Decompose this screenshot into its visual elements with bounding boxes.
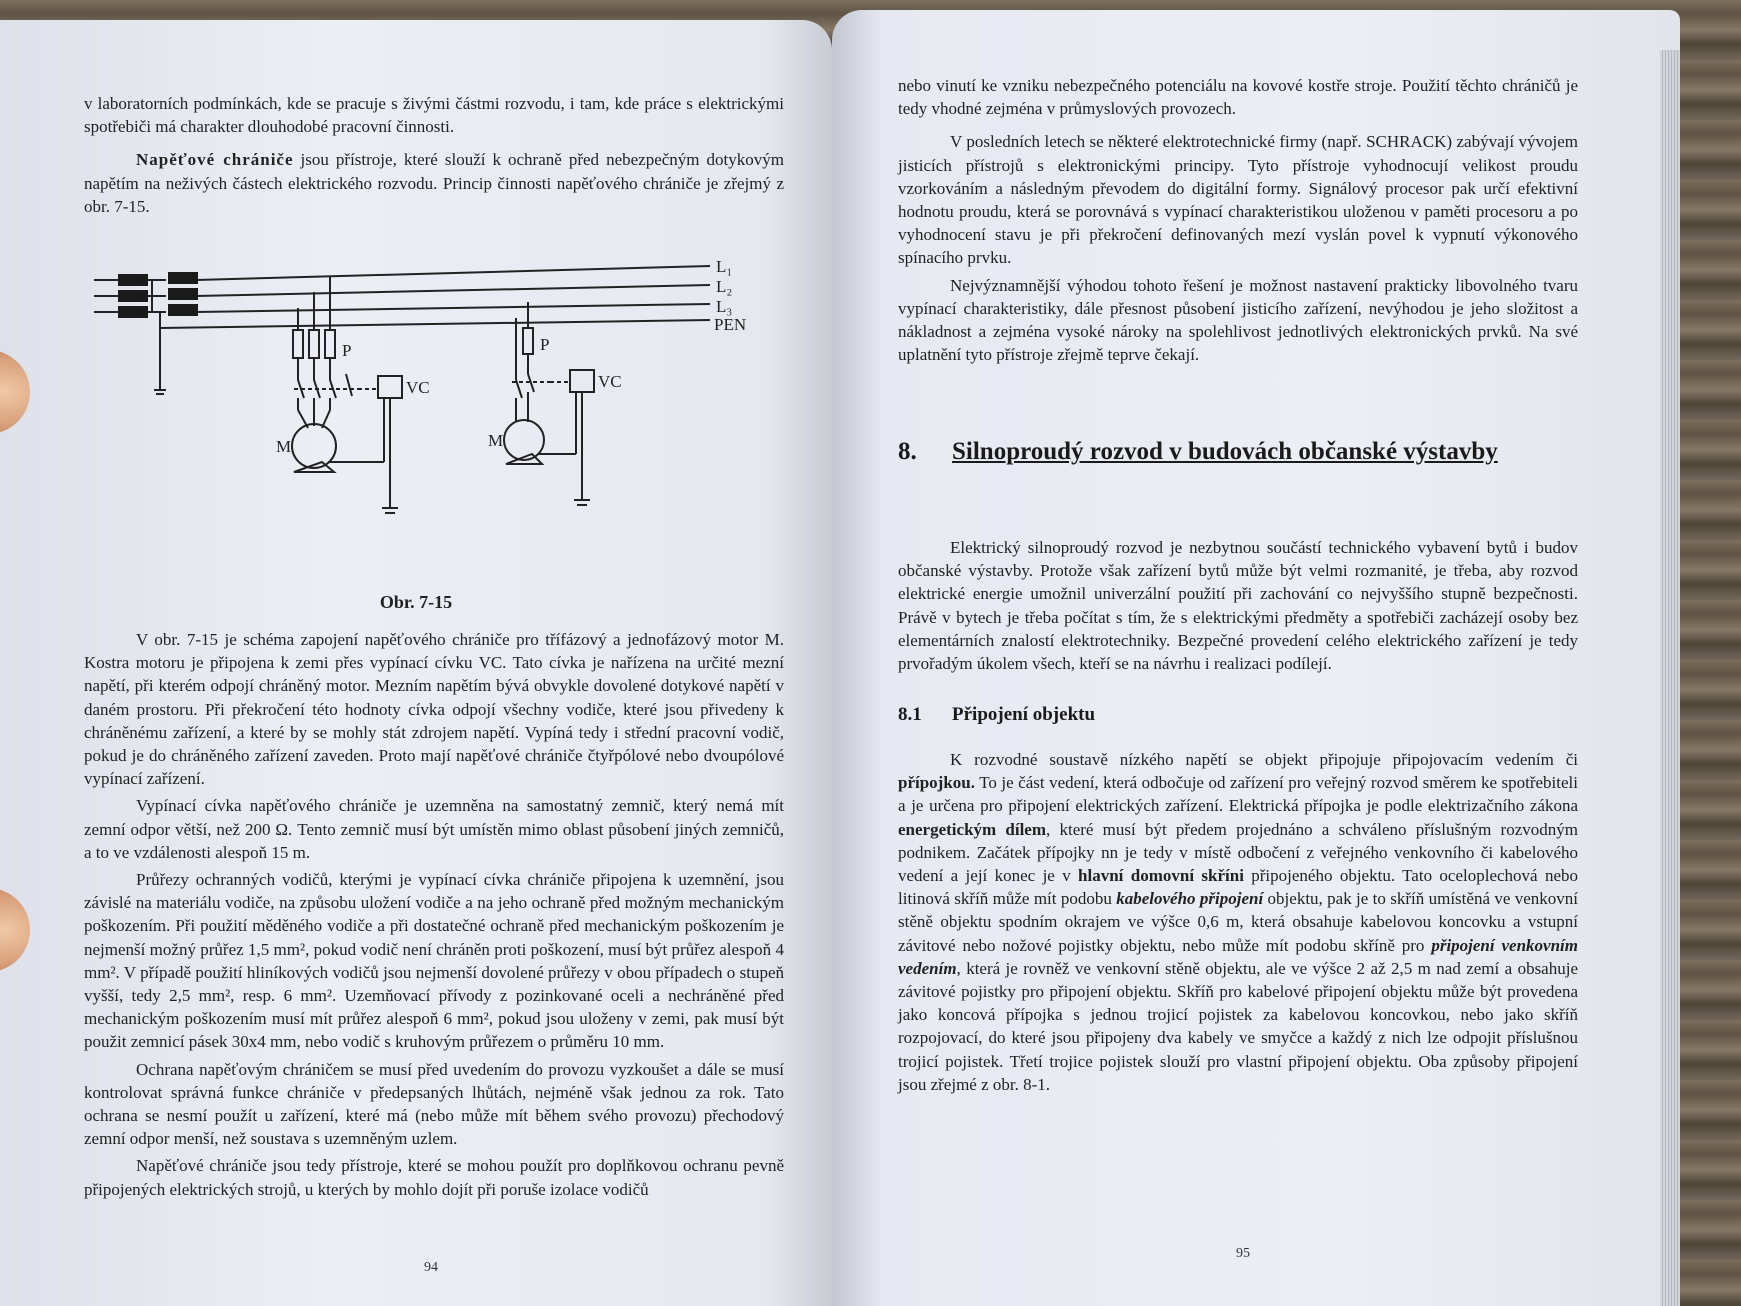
section-title: Připojení objektu (952, 704, 1096, 725)
voltage-protector-text: jsou přístroje, které slouží k ochraně před nebezpečným dotykovým napětím na neživých částech elektrického rozvodu. Princip činnosti napěťového chrániče je zřejmý z obr. 7-15. (84, 150, 784, 216)
section-text-2: To je část vedení, která odbočuje od zařízení pro veřejný rozvod směrem ke spotřebiteli a je určena pro připojení elektrických zařízení. Elektrická přípojka je podle elektrizačního zákona (898, 773, 1578, 816)
left-paragraph-1: V obr. 7-15 je schéma zapojení napěťového chrániče pro třífázový a jednofázový motor M. Kostra motoru je připojena k zemi přes vypínací cívku VC. Tato cívka je nařízena na určité mezní napětí, při kterém odpojí chráněný motor. Mezním napětím bývá obvykle dovolené dotykové napětí v daném prostoru. Při překročení této hodnoty cívka odpojí všechny vodiče, které jsou přivedeny k chráněnému zařízení, a které by se mohly stát zdrojem napětí. Vypíná tedy i střední pracovní vodič, pokud je do chráněného zařízení zaveden. Proto mají napěťové chrániče čtyřpólové nebo dvoupólové vypínací zařízení. (84, 630, 784, 789)
chapter-intro (898, 536, 1578, 679)
right-intro-paragraph: nebo vinutí ke vzniku nebezpečného potenciálu na kovové kostře stroje. Použití těchto chráničů je tedy vhodné zejména v průmyslových provozech. (898, 76, 1578, 119)
circuit-diagram (88, 250, 788, 580)
section-body (898, 748, 1578, 1100)
label-p-3phase: P (342, 341, 352, 360)
right-paragraph-2: Nejvýznamnější výhodou tohoto řešení je možnost nastavení prakticky libovolného tvaru vypínací charakteristiky, dále přesnost působení jisticího zařízení, nevýhodou je jeho složitost a nákladnost a zejména vysoké nároky na spolehlivost jednotlivých elektronických prvků. Na své uplatnění tyto přístroje zřejmě teprve čekají. (898, 275, 1578, 365)
chapter-title: Silnoproudý rozvod v budovách občanské výstavby (952, 438, 1498, 465)
right-page-body (898, 74, 1578, 370)
left-page-body-lower (84, 628, 784, 1205)
page-number-left: 94 (424, 1260, 438, 1275)
left-paragraph-4: Ochrana napěťovým chráničem se musí před uvedením do provozu vyzkoušet a dále se musí kontrolovat správná funkce chrániče v předepsaných lhůtách, nejméně však jednou za rok. Tato ochrana se nesmí použít u zařízení, které má (nebo může mít během svého provozu) přechodový zemní odpor menší, než soustava s uzemněným uzlem. (84, 1059, 784, 1149)
term-kabelove-pripojeni: kabelového připojení (1116, 889, 1264, 909)
section-number: 8.1 (898, 704, 922, 725)
section-text-6: , která je rovněž ve venkovní stěně objektu, ale ve výšce 2 až 2,5 m nad zemí a obsahuje závitové pojistky pro připojení objektu. Skříň pro kabelové připojení objektu může být provedena jako koncová přípojka s jednou trojicí pojistek za kabelovou koncovkou, nebo jako skříň rozpojovací, do které jsou připojeny dva kabely ve smyčce a každý z nich lze odpojit příslušnou trojicí pojistek. Třetí trojice pojistek slouží pro vlastní připojení objektu. Oba způsoby připojení jsou zřejmé z obr. 8-1. (898, 958, 1578, 1094)
figure-caption: Obr. 7-15 (379, 592, 453, 612)
voltage-protector-term: Napěťové chrániče (136, 150, 294, 170)
section-text-5: objektu, pak je to skříň umístěná ve venkovní stěně objektu spodním okrajem ve výšce 0,6 m, která obsahuje kabelovou koncovku a vstupní závitové nebo nožové pojistky objektu, nebo může mít podobu skříně pro (898, 889, 1579, 955)
section-text-4: připojeného objektu. Tato oceloplechová nebo litinová skříň může mít podobu (898, 866, 1578, 909)
term-pripojka: přípojkou. (898, 773, 975, 793)
voltage-protector-paragraph (84, 148, 784, 218)
right-paragraph-1: V posledních letech se některé elektrotechnické firmy (např. SCHRACK) zabývají vývojem jisticích přístrojů s elektronickými principy. Tyto přístroje vyhodnocují velikost proudu vzorkováním a následným převodem do digitální formy. Signálový procesor pak určí efektivní hodnotu proudu, která se porovnává s vypínací charakteristikou uloženou v paměti procesoru a po vyhodnocení stavu je při překročení definovaných mezí vyslán povel k vypnutí výkonového spínacího prvku. (898, 132, 1578, 268)
left-paragraph-5: Napěťové chrániče jsou tedy přístroje, které se mohou použít pro doplňkovou ochranu pevně připojených elektrických strojů, u kterých by mohlo dojít při poruše izolace vodičů (84, 1156, 784, 1199)
left-page (0, 20, 832, 1306)
left-page-body (84, 92, 784, 222)
label-pen: PEN (714, 315, 747, 334)
label-m-1phase: M (488, 431, 504, 450)
label-p-1phase: P (540, 335, 550, 354)
section-text-3: , které musí být předem projednáno a schváleno příslušným rozvodným podnikem. Začátek přípojky nn je tedy v místě odbočení z veřejného venkovního či kabelového vedení a její konec je v (898, 819, 1578, 886)
label-l2: L₂ (716, 277, 733, 296)
page-number-right: 95 (1236, 1246, 1250, 1261)
section-text-1: K rozvodné soustavě nízkého napětí se objekt připojuje připojovacím vedením či (950, 750, 1578, 769)
label-m-3phase: M (276, 437, 292, 456)
term-pripojeni-venkovnim-vedenim: připojení venkovním vedením (898, 935, 1578, 978)
label-vc-3phase: VC (406, 378, 430, 397)
right-page (832, 10, 1680, 1306)
left-paragraph-2: Vypínací cívka napěťového chrániče je uzemněna na samostatný zemnič, který nemá mít zemní odpor větší, než 200 Ω. Tento zemnič musí být umístěn mimo oblast působení jiných zemničů, a to ve vzdálenosti alespoň 15 m. (84, 796, 784, 862)
circuit-diagram-figure (88, 250, 788, 580)
label-l1: L₁ (716, 257, 733, 276)
chapter-number: 8. (898, 438, 917, 465)
chapter-paragraph: Elektrický silnoproudý rozvod je nezbytnou součástí technického vybavení bytů i budov občanské výstavby. Protože však zařízení bytů může být velmi rozmanité, je třeba, aby rozvod elektrické energie umožnil univerzální použití při zachování co nejvyššího stupně bezpečnosti. Právě v bytech je třeba počítat s tím, že s elektrickými předměty a spotřebiči zacházejí osoby bez elementárních znalostí elektrotechniky. Bezpečné provedení celého elektrického zařízení je tedy prvořadým úkolem všech, kteří se na návrhu i realizaci podílejí. (898, 538, 1578, 674)
left-intro-paragraph: v laboratorních podmínkách, kde se pracuje s živými částmi rozvodu, i tam, kde práce s elektrickými spotřebiči má charakter dlouhodobé pracovní činnosti. (84, 94, 784, 137)
term-energeticke-dilo: energetickým dílem (898, 819, 1047, 839)
label-vc-1phase: VC (598, 372, 622, 391)
term-hlavni-domovni-skrin: hlavní domovní skříni (1078, 866, 1244, 886)
section-paragraph (898, 748, 1578, 1096)
left-paragraph-3: Průřezy ochranných vodičů, kterými je vypínací cívka chrániče připojena k uzemnění, jsou závislé na materiálu vodiče, na způsobu uložení vodiče a na jeho ochraně před možným mechanickým poškozením. Při použití měděného vodiče a při dostatečné ochraně před mechanickým poškozením je nejmenší možný průřez 1,5 mm², pokud vodič není chráněn proti poškození, musí být průřez alespoň 4 mm². V případě použití hliníkových vodičů jsou nejmenší dovolené průřezy v obou případech o stupeň vyšší, tedy 2,5 mm², resp. 6 mm². Uzemňovací přívody z pozinkované oceli a nechráněné před mechanickým poškozením musí mít průřez alespoň 6 mm², pokud jsou uloženy v zemi, pak musí být použit zemnicí pásek 30x4 mm, nebo vodič s kruhovým průřezem o průměru 10 mm. (84, 870, 784, 1052)
label-l3: L₃ (716, 297, 733, 316)
page-stack-edge (1660, 50, 1680, 1306)
